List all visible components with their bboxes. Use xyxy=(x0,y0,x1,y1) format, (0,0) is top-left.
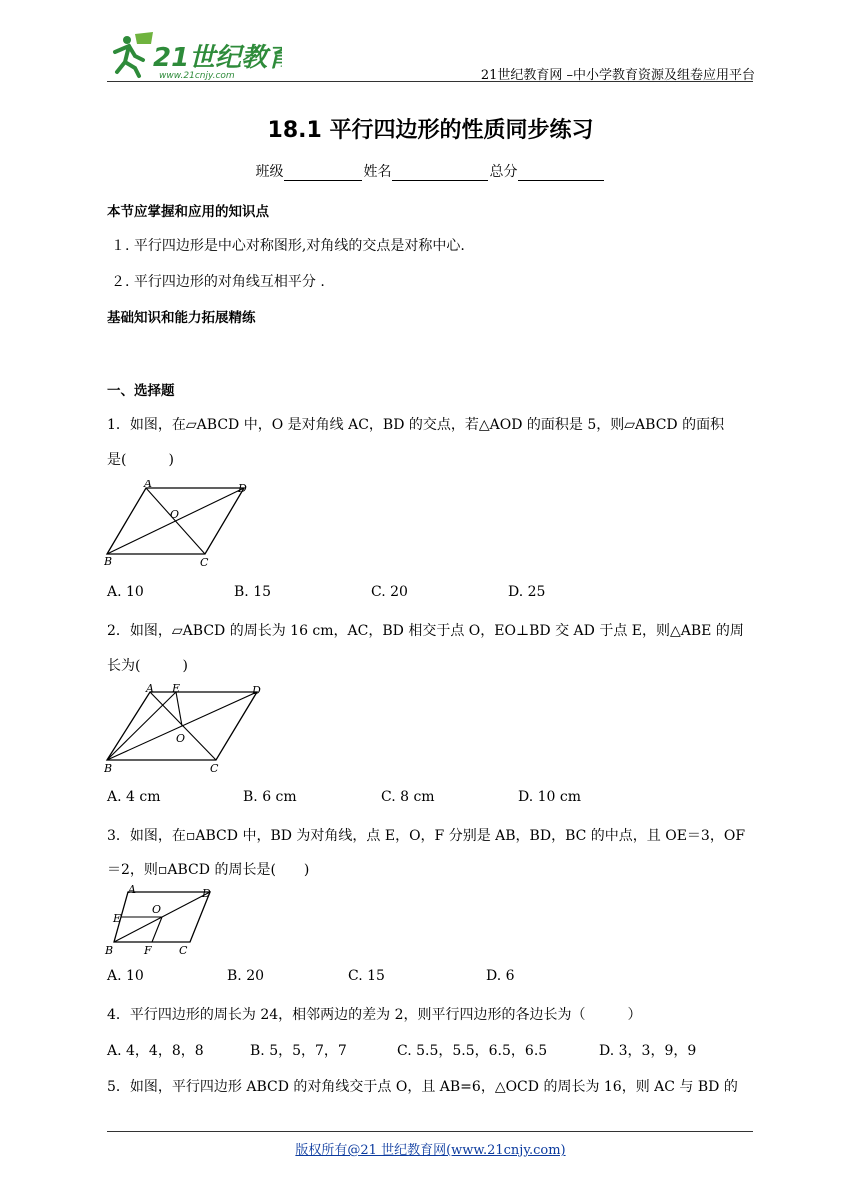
practice-heading: 基础知识和能力拓展精练 xyxy=(107,310,256,326)
q1-label-a: A xyxy=(144,480,152,490)
svg-text:21世纪教育: 21世纪教育 xyxy=(153,43,282,73)
q3-line-1: 3．如图，在▫ABCD 中，BD 为对角线，点 E，O，F 分别是 AB，BD，BC 的中点，且 OE＝3，OF xyxy=(107,828,746,844)
q2-label-c: C xyxy=(210,762,219,775)
q3-label-d: D xyxy=(202,887,211,900)
q3-label-c: C xyxy=(179,944,188,957)
student-info-row xyxy=(0,161,861,181)
q2-option-a[interactable]: A. 4 cm xyxy=(107,789,161,805)
q4-option-c[interactable]: C. 5.5，5.5，6.5，6.5 xyxy=(397,1043,548,1059)
q1-label-c: C xyxy=(200,556,209,569)
q3-label-e: E xyxy=(113,912,122,925)
q1-label-o: O xyxy=(170,508,180,521)
header-divider xyxy=(107,81,753,82)
q3-figure xyxy=(104,884,211,957)
svg-text:www.21cnjy.com: www.21cnjy.com xyxy=(159,71,235,81)
runner-icon xyxy=(115,32,153,76)
q4-option-d[interactable]: D. 3，3，9，9 xyxy=(599,1043,697,1059)
q2-label-b: B xyxy=(104,762,113,775)
class-blank xyxy=(284,164,362,181)
name-blank xyxy=(392,164,488,181)
q2-label-o: O xyxy=(176,732,186,745)
score-label: 总分 xyxy=(489,164,518,180)
q3-line-2: ＝2，则▫ABCD 的周长是( ) xyxy=(107,862,310,878)
q1-label-d: D xyxy=(238,482,247,495)
q2-label-a: A xyxy=(146,684,154,695)
q2-figure xyxy=(104,684,261,775)
q2-line-2: 长为( ) xyxy=(107,658,188,674)
q2-label-e: E xyxy=(172,684,181,695)
footer-copyright-link[interactable]: 版权所有@21 世纪教育网(www.21cnjy.com) xyxy=(295,1143,566,1158)
knowledge-item-1: １. 平行四边形是中心对称图形,对角线的交点是对称中心. xyxy=(111,238,465,254)
q3-label-f: F xyxy=(144,944,152,957)
q1-label-b: B xyxy=(104,555,113,568)
q3-label-a: A xyxy=(128,884,136,896)
q1-line-2: 是( ) xyxy=(107,452,174,468)
q4-option-b[interactable]: B. 5，5，7，7 xyxy=(250,1043,347,1059)
page-title: 18.1 平行四边形的性质同步练习 xyxy=(267,118,594,143)
site-logo xyxy=(107,30,282,86)
q1-option-c[interactable]: C. 20 xyxy=(371,584,408,600)
header-right-text: 21世纪教育网 –中小学教育资源及组卷应用平台 xyxy=(480,68,755,83)
q3-label-b: B xyxy=(105,944,114,957)
q3-option-d[interactable]: D. 6 xyxy=(486,968,515,984)
q3-option-c[interactable]: C. 15 xyxy=(348,968,385,984)
score-blank xyxy=(518,164,604,181)
knowledge-item-2: ２. 平行四边形的对角线互相平分 . xyxy=(111,274,325,290)
q2-line-1: 2．如图，▱ABCD 的周长为 16 cm，AC，BD 相交于点 O，EO⊥BD 交 AD 于点 E，则△ABE 的周 xyxy=(107,623,744,639)
q1-option-a[interactable]: A. 10 xyxy=(107,584,144,600)
q1-figure xyxy=(104,480,254,570)
knowledge-heading: 本节应掌握和应用的知识点 xyxy=(107,204,269,220)
q1-option-b[interactable]: B. 15 xyxy=(234,584,272,600)
footer-divider xyxy=(107,1131,753,1132)
class-label: 班级 xyxy=(255,164,284,180)
q5-line-1: 5．如图，平行四边形 ABCD 的对角线交于点 O，且 AB=6，△OCD 的周长为 16，则 AC 与 BD 的 xyxy=(107,1079,738,1095)
q4-option-a[interactable]: A. 4，4，8，8 xyxy=(107,1043,204,1059)
q3-label-o: O xyxy=(152,903,162,916)
q2-label-d: D xyxy=(252,684,261,697)
q2-option-b[interactable]: B. 6 cm xyxy=(243,789,297,805)
q3-option-b[interactable]: B. 20 xyxy=(227,968,265,984)
name-label: 姓名 xyxy=(363,164,392,180)
q2-option-c[interactable]: C. 8 cm xyxy=(381,789,435,805)
choice-section-heading: 一、选择题 xyxy=(107,383,175,399)
q1-option-d[interactable]: D. 25 xyxy=(508,584,546,600)
q4-line-1: 4．平行四边形的周长为 24，相邻两边的差为 2，则平行四边形的各边长为（ ） xyxy=(107,1007,642,1023)
q3-option-a[interactable]: A. 10 xyxy=(107,968,144,984)
q2-option-d[interactable]: D. 10 cm xyxy=(518,789,582,805)
q1-line-1: 1．如图，在▱ABCD 中，O 是对角线 AC，BD 的交点，若△AOD 的面积是 5，则▱ABCD 的面积 xyxy=(107,417,725,433)
